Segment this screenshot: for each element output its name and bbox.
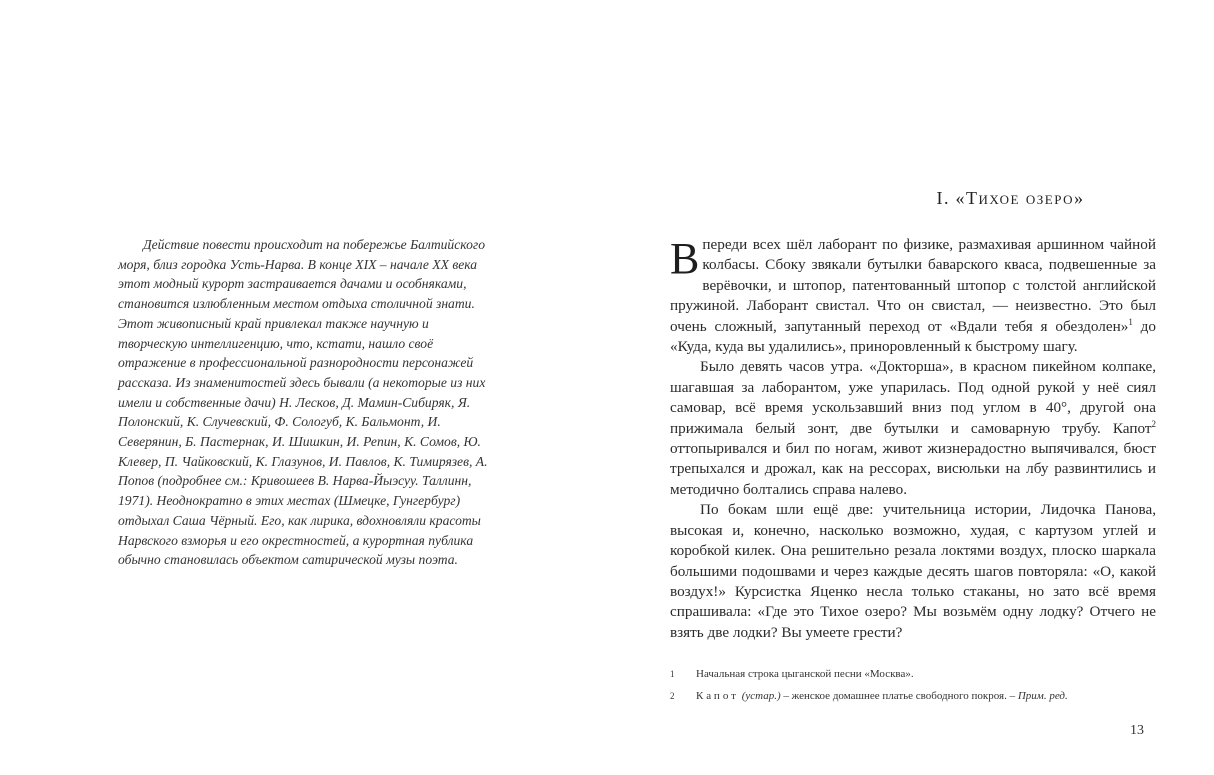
paragraph-text: Было девять часов утра. «Докторша», в красном пикейном колпаке, шагавшая за лаборантом, уже упарилась. Под одной рукой у неё сиял самовар, всё время ускользавший вниз под углом в 40°, другой она прижимала белый зонт, две бутылки и самоварную трубу. Капот: [670, 358, 1156, 437]
chapter-heading: [607, 188, 1214, 209]
footnote: [670, 665, 1156, 683]
chapter-number: I.: [936, 188, 950, 208]
footnote-text: [696, 687, 1156, 705]
footnote-ref[interactable]: 1: [1128, 316, 1133, 327]
body-paragraph: [670, 357, 1156, 500]
footnote-term: Капот: [696, 690, 739, 702]
footnote-label: (устар.): [741, 690, 781, 702]
body-paragraph: По бокам шли ещё две: учительница истории, Лидочка Панова, высокая и, конечно, насколько возможно, худая, с картузом углей и коробкой килек. Она решительно резала локтями воздух, плоско шаркала большими подошвами и через каждые десять шагов повторяла: «О, какой воздух!» Курсистка Яценко несла только стаканы, но зато всё время спрашивала: «Где это Тихое озеро? Мы возьмём одну лодку? Отчего не взять две лодки? Вы умеете грести?: [670, 501, 1156, 641]
page-number: 13: [1130, 723, 1144, 738]
body-paragraph: [670, 235, 1156, 357]
chapter-title: «Тихое озеро»: [955, 188, 1085, 208]
footnote-text: Начальная строка цыганской песни «Москва».: [696, 668, 914, 680]
footnote: [670, 687, 1156, 705]
footnote-number: 2: [670, 691, 675, 701]
footnote-definition: – женское домашнее платье свободного покроя. –: [780, 690, 1018, 702]
drop-cap: В: [670, 234, 700, 283]
paragraph-text: оттопыривался и бил по ногам, живот жизнерадостно выпячивался, бюст трепыхался и дрожал, как на рессорах, висюльки на лбу развинтились и методично болтались справа налево.: [670, 440, 1156, 498]
intro-paragraph: Действие повести происходит на побережье Балтийского моря, близ городка Усть-Нарва. В конце XIX – начале XX века этот модный курорт застраивается дачами и особняками, становится излюбленным местом отдыха столичной знати. Этот живописный край привлекал также научную и творческую интеллигенцию, что, кстати, нашло своё отражение в профессиональной разнородности персонажей рассказа. Из знаменитостей здесь бывали (а некоторые из них имели и собственные дачи) Н. Лесков, Д. Мамин-Сибиряк, Я. Полонский, К. Случевский, Ф. Сологуб, К. Бальмонт, И. Северянин, Б. Пастернак, И. Шишкин, И. Репин, К. Сомов, Ю. Клевер, П. Чайковский, К. Глазунов, И. Павлов, К. Тимирязев, А. Попов (подробнее см.: Кривошеев В. Нарва-Йыэсуу. Таллинн, 1971). Неоднократно в этих местах (Шмецке, Гунгербург) отдыхал Саша Чёрный. Его, как лирика, вдохновляли красоты Нарвского взморья и его окрестностей, а курортная публика обычно становилась объектом сатирической музы поэта.: [118, 237, 488, 568]
paragraph-text: до «Куда, куда вы удалились», приноровленный к быстрому шагу.: [670, 317, 1156, 356]
footnotes: [670, 665, 1156, 709]
intro-note: [118, 235, 498, 570]
footnote-number: 1: [670, 669, 675, 679]
right-page: [607, 0, 1214, 775]
footnote-ref[interactable]: 2: [1151, 418, 1156, 429]
editor-note: Прим. ред.: [1017, 690, 1068, 702]
chapter-body: [670, 235, 1156, 643]
paragraph-text: переди всех шёл лаборант по физике, размахивая аршинном чайной колбасы. Сбоку звякали бутылки баварского кваса, подвешенные за верёвочки, и штопор, патентованный штопор с толстой английской пружиной. Лаборант свистал. Что он свистал, — неизвестно. Это был очень сложный, запутанный переход от «Вдали тебя я обездолен»: [670, 236, 1156, 335]
